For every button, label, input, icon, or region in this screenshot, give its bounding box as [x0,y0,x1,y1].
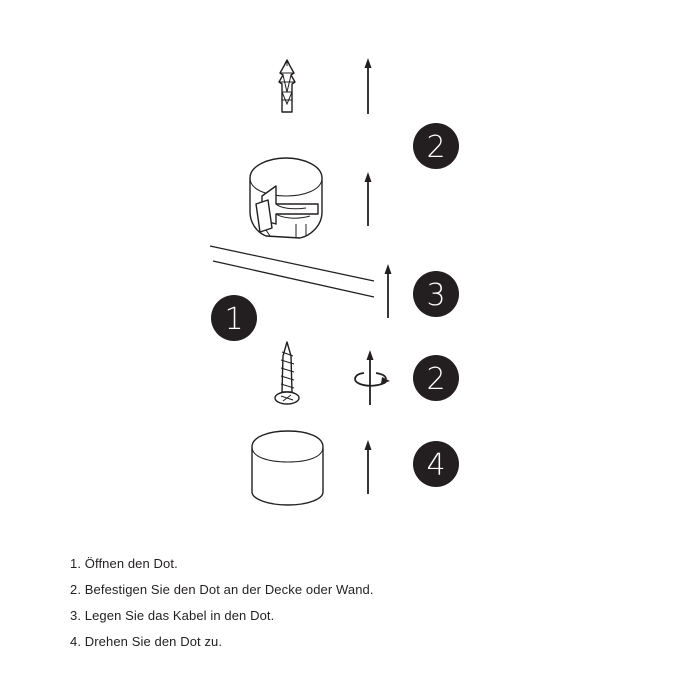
instruction-step-2: 2. Befestigen Sie den Dot an der Decke oder Wand. [70,582,374,597]
arrow-up-icon [385,264,392,318]
step-number: 2 [426,362,446,397]
arrow-up-icon [365,440,372,494]
step-number: 4 [426,448,446,483]
screw-illustration [275,342,299,404]
ceiling-wall-illustration [210,246,374,297]
wall-plug-illustration [279,60,295,112]
instruction-step-4: 4. Drehen Sie den Dot zu. [70,634,223,649]
instruction-step-1: 1. Öffnen den Dot. [70,556,178,571]
step-number: 1 [224,302,244,337]
step-badge [413,355,459,401]
step-badge [413,123,459,169]
step-badge [211,295,257,341]
rotate-arrow-icon [355,350,390,405]
arrow-up-icon [365,58,372,114]
arrow-up-icon [365,172,372,226]
dot-base-illustration [250,158,322,238]
step-badge [413,441,459,487]
instruction-step-3: 3. Legen Sie das Kabel in den Dot. [70,608,275,623]
step-badge [413,271,459,317]
step-number: 2 [426,130,446,165]
dot-cap-illustration [252,431,323,505]
instruction-list [70,556,670,660]
step-number: 3 [426,278,446,313]
